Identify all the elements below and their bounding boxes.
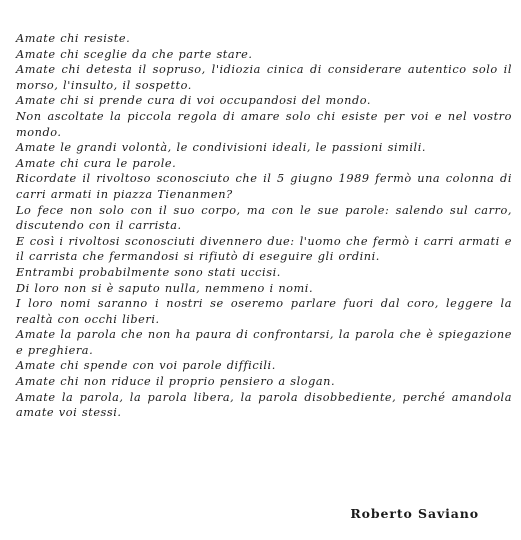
poem-line: Lo fece non solo con il suo corpo, ma con le sue parole: salendo sul carro, discutendo con il carrista. — [16, 203, 512, 233]
poem-line: E così i rivoltosi sconosciuti divennero due: l'uomo che fermò i carri armati e il carrista che fermandosi si rifiutò di eseguire gli ordini. — [16, 234, 512, 264]
poem-line: Amate chi cura le parole. — [16, 156, 177, 170]
poem-line: Amate la parola che non ha paura di confrontarsi, la parola che è spiegazione e preghiera. — [16, 328, 512, 357]
poem-line: Amate chi sceglie da che parte stare. — [16, 47, 253, 61]
poem-line: Amate le grandi volontà, le condivisioni ideali, le passioni simili. — [16, 141, 427, 155]
poem-line: Amate chi detesta il sopruso, l'idiozia cinica di considerare autentico solo il morso, l'insulto, il sospetto. — [16, 63, 512, 92]
poem-line: Ricordate il rivoltoso sconosciuto che il 5 giugno 1989 fermò una colonna di carri armati in piazza Tienanmen? — [16, 172, 512, 201]
poem-line: Amate chi si prende cura di voi occupandosi del mondo. — [16, 94, 372, 108]
poem-line: Amate chi non riduce il proprio pensiero a slogan. — [16, 375, 336, 389]
poem-line: I loro nomi saranno i nostri se oseremo parlare fuori dal coro, leggere la realtà con occhi liberi. — [16, 297, 512, 326]
poem-line: Non ascoltate la piccola regola di amare solo chi esiste per voi e nel vostro mondo. — [16, 109, 512, 139]
poem-line: Amate chi spende con voi parole difficili. — [16, 359, 276, 373]
poem-text — [16, 31, 512, 421]
poem-line: Amate la parola, la parola libera, la parola disobbediente, perché amandola amate voi stessi. — [16, 390, 512, 420]
poem-line: Amate chi resiste. — [16, 32, 131, 45]
author-signature: Roberto Saviano — [350, 506, 479, 521]
poem-line: Di loro non si è saputo nulla, nemmeno i nomi. — [16, 281, 314, 295]
poem-line: Entrambi probabilmente sono stati uccisi. — [16, 265, 281, 279]
